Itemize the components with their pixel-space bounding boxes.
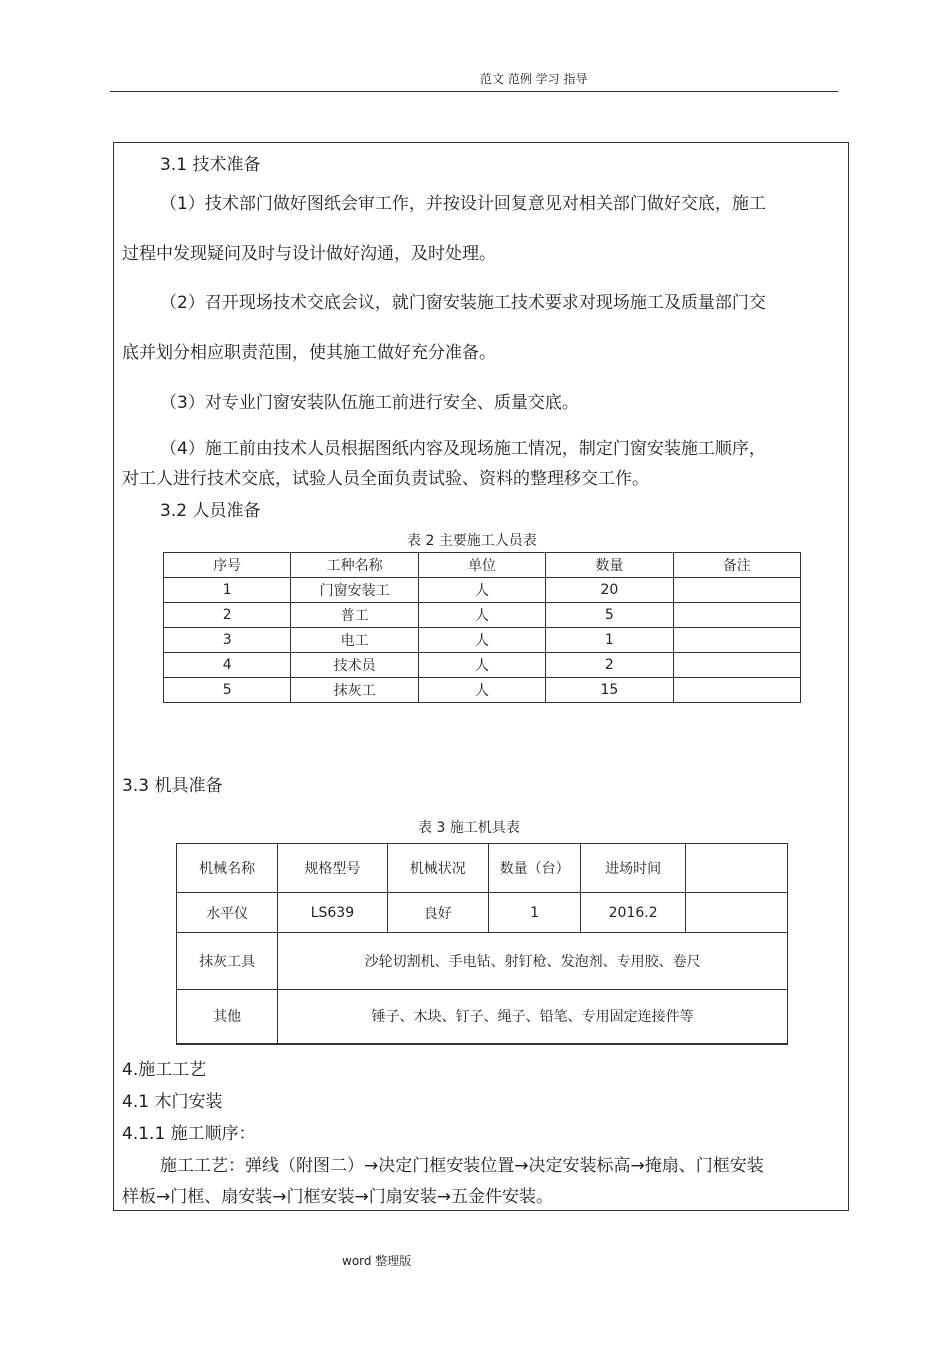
header-cell: 数量 (546, 553, 673, 578)
header-cell: 数量（台） (488, 844, 581, 893)
header-cell: 序号 (164, 553, 291, 578)
process-line-2: 样板→门框、扇安装→门框安装→门扇安装→五金件安装。 (122, 1187, 553, 1207)
paragraph-2-line-1: （2）召开现场技术交底会议，就门窗安装施工技术要求对现场施工及质量部门交 (160, 293, 766, 313)
section-4-1-title: 4.1 木门安装 (122, 1092, 223, 1112)
table-cell: 锤子、木块、钉子、绳子、铅笔、专用固定连接件等 (278, 990, 788, 1044)
section-3-3-title: 3.3 机具准备 (122, 776, 223, 796)
table-cell: LS639 (278, 893, 387, 933)
table-cell: 人 (418, 678, 545, 703)
table-cell: 人 (418, 653, 545, 678)
table-cell: 电工 (291, 628, 418, 653)
paragraph-2-line-2: 底并划分相应职责范围，使其施工做好充分准备。 (122, 343, 496, 363)
table-header-row (164, 553, 801, 578)
header-cell: 备注 (673, 553, 800, 578)
header-divider (110, 91, 838, 92)
table-cell: 2 (546, 653, 673, 678)
table-cell: 1 (546, 628, 673, 653)
header-cell (685, 844, 787, 893)
table-cell: 技术员 (291, 653, 418, 678)
table-cell: 抹灰工具 (177, 933, 278, 990)
table-cell: 水平仪 (177, 893, 278, 933)
paragraph-1-line-2: 过程中发现疑问及时与设计做好沟通，及时处理。 (122, 244, 496, 264)
table-row (164, 578, 801, 603)
section-3-1-title: 3.1 技术准备 (160, 155, 261, 175)
table-cell: 沙轮切割机、手电钻、射钉枪、发泡剂、专用胶、卷尺 (278, 933, 788, 990)
table-cell: 其他 (177, 990, 278, 1044)
personnel-table (163, 552, 801, 703)
table-cell: 5 (546, 603, 673, 628)
table-row (164, 653, 801, 678)
header-cell: 单位 (418, 553, 545, 578)
paragraph-3: （3）对专业门窗安装队伍施工前进行安全、质量交底。 (160, 393, 579, 413)
table-row (177, 990, 788, 1044)
table-cell: 人 (418, 578, 545, 603)
table-cell: 2016.2 (581, 893, 686, 933)
table-cell: 15 (546, 678, 673, 703)
page-footer: word 整理版 (342, 1254, 412, 1268)
page-header: 范文 范例 学习 指导 (480, 72, 588, 86)
header-cell: 工种名称 (291, 553, 418, 578)
table-cell: 良好 (387, 893, 488, 933)
table-cell (673, 578, 800, 603)
table-cell: 20 (546, 578, 673, 603)
table-cell (673, 653, 800, 678)
table-row (164, 603, 801, 628)
table-cell: 1 (488, 893, 581, 933)
header-cell: 机械状况 (387, 844, 488, 893)
process-line-1: 施工工艺：弹线（附图二）→决定门框安装位置→决定安装标高→掩扇、门框安装 (160, 1156, 764, 1176)
table-cell: 5 (164, 678, 291, 703)
section-4-title: 4.施工工艺 (122, 1060, 207, 1080)
table-cell (673, 628, 800, 653)
table-cell: 2 (164, 603, 291, 628)
section-3-2-title: 3.2 人员准备 (160, 501, 261, 521)
table-header-row (177, 844, 788, 893)
table-row (164, 628, 801, 653)
header-cell: 进场时间 (581, 844, 686, 893)
table-cell: 普工 (291, 603, 418, 628)
table-cell: 抹灰工 (291, 678, 418, 703)
paragraph-4-line-2: 对工人进行技术交底，试验人员全面负责试验、资料的整理移交工作。 (122, 469, 649, 489)
table-row (164, 678, 801, 703)
table-cell (673, 678, 800, 703)
header-cell: 机械名称 (177, 844, 278, 893)
table-cell: 人 (418, 628, 545, 653)
table-cell (685, 893, 787, 933)
table-cell: 门窗安装工 (291, 578, 418, 603)
paragraph-1-line-1: （1）技术部门做好图纸会审工作，并按设计回复意见对相关部门做好交底，施工 (160, 194, 766, 214)
paragraph-4-line-1: （4）施工前由技术人员根据图纸内容及现场施工情况，制定门窗安装施工顺序， (160, 439, 766, 459)
table-cell: 人 (418, 603, 545, 628)
table-cell: 4 (164, 653, 291, 678)
header-cell: 规格型号 (278, 844, 387, 893)
table-3-caption: 表 3 施工机具表 (418, 820, 520, 836)
table-row (177, 933, 788, 990)
table-2-caption: 表 2 主要施工人员表 (407, 533, 537, 549)
table-cell (673, 603, 800, 628)
table-cell: 3 (164, 628, 291, 653)
section-4-1-1-title: 4.1.1 施工顺序： (122, 1124, 256, 1144)
table-cell: 1 (164, 578, 291, 603)
equipment-table (176, 843, 788, 1045)
table-row (177, 893, 788, 933)
